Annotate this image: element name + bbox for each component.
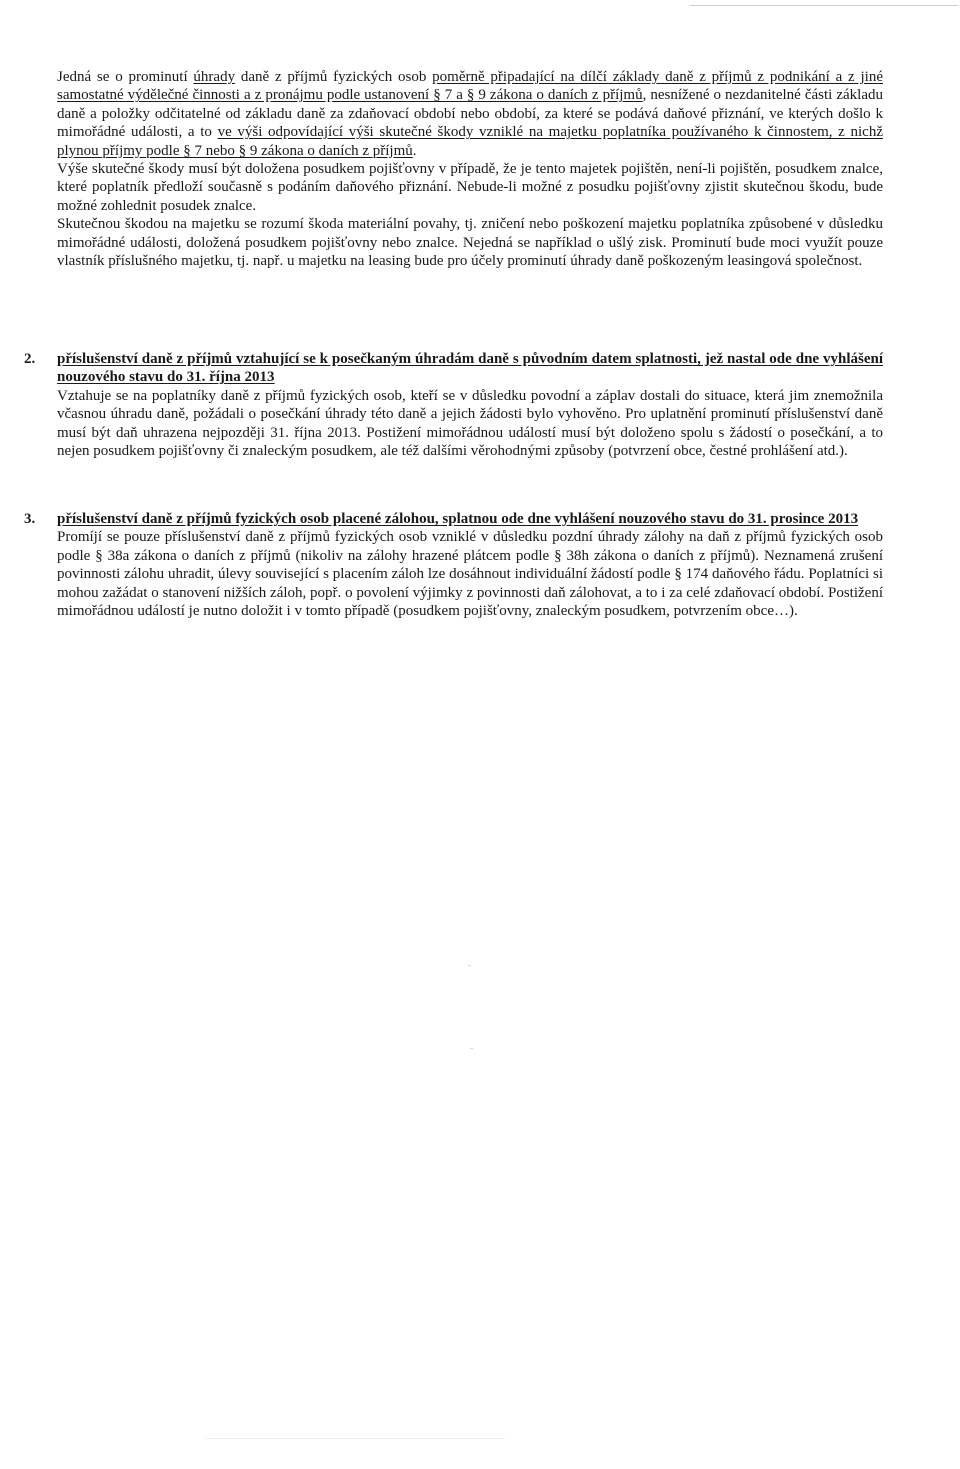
item-text: Vztahuje se na poplatníky daně z příjmů fyzických osob, kteří se v důsledku povodní a záplav dostali do situace, která jim znemožnila včasnou úhradu daně, požádali o posečkání úhrady této daně a jejich žádosti bylo vyhověno. Pro uplatnění prominutí příslušenství daně musí být daň uhrazena nejpozději 31. října 2013. Postižení mimořádnou událostí musí být doloženo spolu s žádostí o posečkání, a to nejen posudkem pojišťovny či znaleckým posudkem, ale též dalšími věrohodnými způsoby (potvrzení obce, čestné prohlášení atd.). [57, 387, 883, 460]
intro-text: , nesnížené o nezdanitelné části základu daně a položky odčitatelné od základu daně za zdaňovací období nebo období, za které se podává daňové přiznání, ve kterých došlo k mimořádné události, a to [57, 87, 883, 141]
scan-artifact-line [690, 5, 958, 6]
item-heading: příslušenství daně z příjmů vztahující se k posečkaným úhradám daně s původním datem splatnosti, jež nastal ode dne vyhlášení nouzového stavu do 31. října 2013 [57, 351, 883, 386]
intro-paragraph-3: Skutečnou škodou na majetku se rozumí škoda materiální povahy, tj. zničení nebo poškození majetku poplatníka způsobené v důsledku mimořádné události, doložená posudkem pojišťovny nebo znalce. Nejedná se například o ušlý zisk. Prominutí bude moci využít pouze vlastník příslušného majetku, tj. např. u majetku na leasing bude pro účely prominutí úhrady daně poškozeným leasingová společnost. [57, 216, 883, 270]
scan-speck [468, 965, 471, 966]
intro-section [57, 68, 883, 270]
item-body [57, 350, 883, 460]
intro-underlined-text: ve výši odpovídající výši skutečné škody vzniklé na majetku poplatníka používaného k činnostem, z nichž plynou příjmy podle § 7 nebo § 9 zákona o daních z příjmů [57, 124, 883, 159]
intro-paragraph-2: Výše skutečné škody musí být doložena posudkem pojišťovny v případě, že je tento majetek pojištěn, není-li pojištěn, posudkem znalce, které poplatník předloží současně s podáním daňového přiznání. Nebude-li možné z posudku pojišťovny zjistit skutečnou škodu, bude možné zohlednit posudek znalce. [57, 161, 883, 214]
item-body [57, 510, 883, 620]
scan-speck [470, 1048, 473, 1049]
intro-paragraph-1 [57, 68, 883, 160]
item-number: 2. [24, 351, 36, 367]
intro-underlined-text: úhrady [193, 69, 236, 85]
intro-text: daně z příjmů fyzických osob [235, 69, 433, 85]
intro-underlined-text: poměrně připadající na dílčí základy daně z příjmů z podnikání a z jiné samostatné výdělečné činnosti a z pronájmu podle ustanovení § 7 a § 9 zákona o daních z příjmů [57, 69, 883, 104]
intro-text: Jedná se o prominutí [57, 69, 194, 85]
item-number: 3. [24, 511, 36, 527]
intro-text: . [412, 142, 417, 159]
item-text: Promíjí se pouze příslušenství daně z příjmů fyzických osob vzniklé v důsledku pozdní úhrady zálohy na daň z příjmů fyzických osob podle § 38a zákona o daních z příjmů (nikoliv na zálohy hrazené plátcem podle § 38h zákona o daních z příjmů). Neznamená zrušení povinnosti zálohu uhradit, úlevy související s placením záloh lze dosáhnout individuální žádostí podle § 174 daňového řádu. Poplatníci si mohou zažádat o stanovení nižších záloh, popř. o povolení výjimky z povinnosti daň zálohovat, a to i za celé zdaňovací období. Postižení mimořádnou událostí je nutno doložit i v tomto případě (posudkem pojišťovny, znaleckým posudkem, potvrzením obce…). [57, 529, 883, 620]
scan-speck [205, 1438, 505, 1439]
item-heading: příslušenství daně z příjmů fyzických osob placené zálohou, splatnou ode dne vyhlášení nouzového stavu do 31. prosince 2013 [57, 511, 859, 527]
